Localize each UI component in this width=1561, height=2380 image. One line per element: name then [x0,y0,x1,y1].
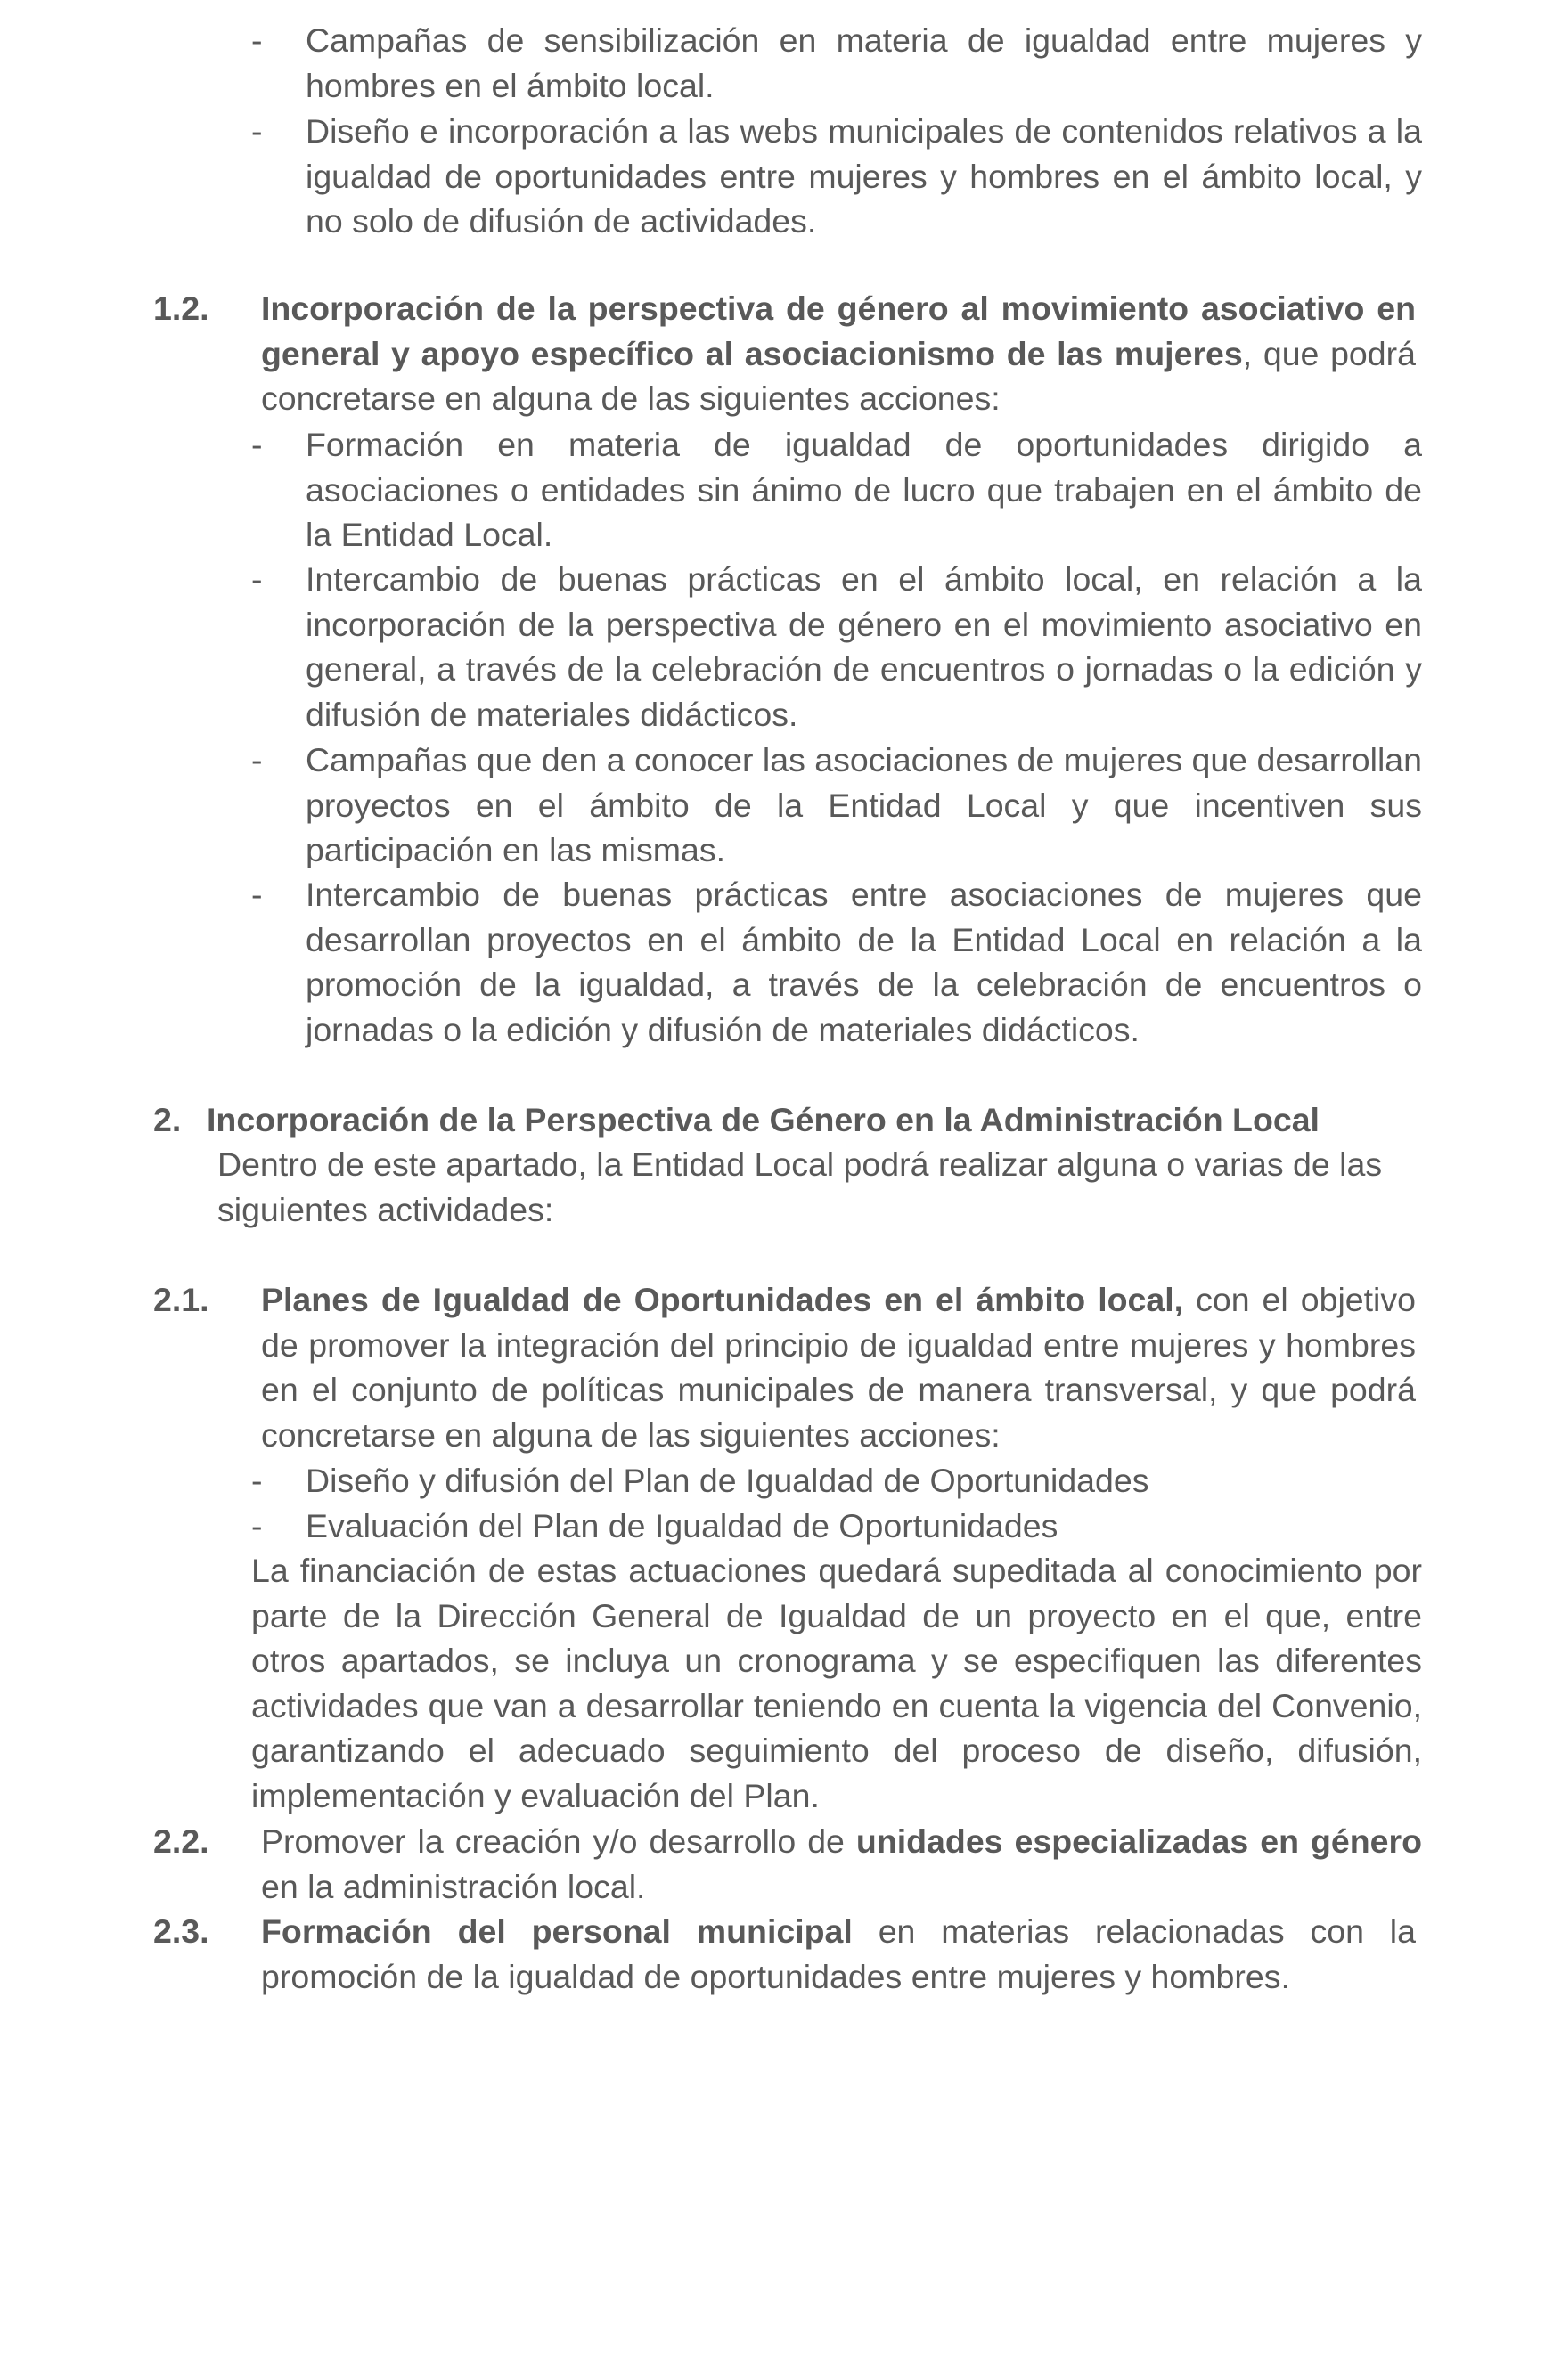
section-text-bold: unidades especializadas en género [855,1822,1423,1860]
bullet-item: Formación en materia de igualdad de oportunidades dirigido a asociaciones o entidades sin ánimo de lucro que trabajen en el ámbito de la Entidad Local. [306,426,1422,554]
section-number: 1.2. [153,289,209,327]
section-heading [261,1277,1416,1457]
bullet-item: Diseño e incorporación a las webs municipales de contenidos relativos a la igualdad de oportunidades entre mujeres y hombres en el ámbito local, y no solo de difusión de actividades. [306,112,1422,240]
section-text-after: en la administración local. [261,1867,646,1905]
section-title: Incorporación de la perspectiva de género al movimiento asociativo en general y apoyo específico al asociacionismo de las mujeres [261,289,1416,372]
section-title: Planes de Igualdad de Oportunidades en el ámbito local, [261,1281,1184,1318]
bullet-item: Campañas de sensibilización en materia de igualdad entre mujeres y hombres en el ámbito local. [306,21,1422,104]
bullet-item: Evaluación del Plan de Igualdad de Oportunidades [306,1507,1058,1545]
section-title-rest: , que podrá concretarse en alguna de las siguientes acciones: [261,334,1416,418]
section-text [261,1819,1422,1909]
section-paragraph: La financiación de estas actuaciones quedará supeditada al conocimiento por parte de la Dirección General de Igualdad de un proyecto en el que, entre otros apartados, se incluya un cronograma y se especifiquen las diferentes actividades que van a desarrollar teniendo en cuenta la vigencia del Convenio, garantizando el adecuado seguimiento del proceso de diseño, difusión, implementación y evaluación del Plan. [251,1552,1422,1814]
bullet-item: Intercambio de buenas prácticas en el ámbito local, en relación a la incorporación de la perspectiva de género en el movimiento asociativo en general, a través de la celebración de encuentros o jornadas o la edición y difusión de materiales didácticos. [306,560,1422,733]
section-number: 2. [153,1101,182,1138]
section-text-before: Promover la creación y/o desarrollo de [261,1822,856,1860]
bullet-item: Diseño y difusión del Plan de Igualdad de Oportunidades [306,1462,1149,1499]
bullet-item: Intercambio de buenas prácticas entre asociaciones de mujeres que desarrollan proyectos en el ámbito de la Entidad Local en relación a la promoción de la igualdad, a través de la celebración de encuentros o jornadas o la edición y difusión de materiales didácticos. [306,876,1422,1048]
bullet-dash: - [251,741,263,778]
section-number: 2.1. [153,1281,209,1318]
bullet-dash: - [251,1462,263,1499]
section-title-rest: con el objetivo de promover la integración del principio de igualdad entre mujeres y hombres en el conjunto de políticas municipales de manera transversal, y que podrá concretarse en alguna de las siguientes acciones: [261,1281,1416,1454]
section-heading [261,286,1416,421]
bullet-dash: - [251,560,263,598]
section-text [261,1909,1416,1999]
bullet-dash: - [251,876,263,913]
bullet-dash: - [251,1507,263,1545]
section-number: 2.2. [153,1822,209,1860]
section-title: Incorporación de la Perspectiva de Género en la Administración Local [207,1101,1320,1138]
section-number: 2.3. [153,1912,209,1950]
bullet-dash: - [251,426,263,463]
bullet-dash: - [251,21,263,59]
section-text-bold: Formación del personal municipal [261,1912,853,1950]
section-intro: Dentro de este apartado, la Entidad Local podrá realizar alguna o varias de las siguientes actividades: [217,1145,1383,1228]
bullet-dash: - [251,112,263,150]
section-text-after: en materias relacionadas con la promoción de la igualdad de oportunidades entre mujeres y hombres. [261,1912,1416,1995]
bullet-item: Campañas que den a conocer las asociaciones de mujeres que desarrollan proyectos en el ámbito de la Entidad Local y que incentiven sus participación en las mismas. [306,741,1422,869]
